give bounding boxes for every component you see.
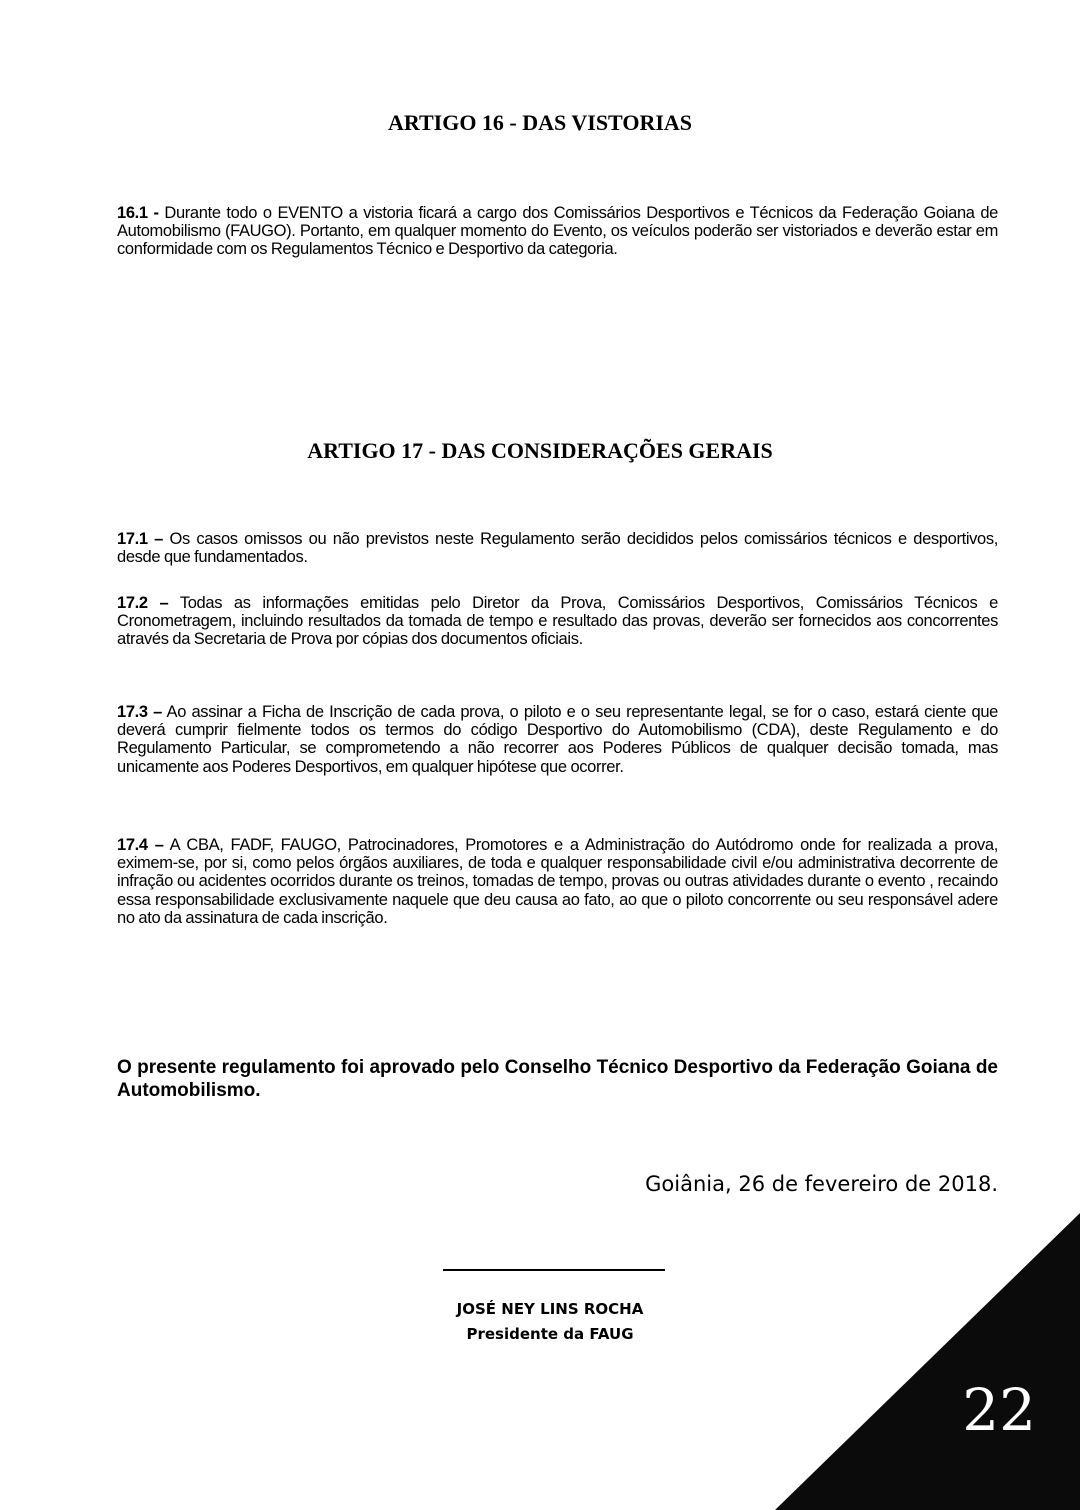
corner-triangle-shape — [775, 1213, 1080, 1510]
clause-text: Todas as informações emitidas pelo Diretor da Prova, Comissários Desportivos, Comissários Técnicos e Cronometragem, incluindo resultados da tomada de tempo e resultado das provas, deverão ser fornecidos aos concorrentes através da Secretaria de Prova por cópias dos documentos oficiais. — [117, 594, 998, 649]
clause-text: Durante todo o EVENTO a vistoria ficará a cargo dos Comissários Desportivos e Técnicos da Federação Goiana de Automobilismo (FAUGO). Portanto, em qualquer momento do Evento, os veículos poderão ser vistoriados e deverão estar em conformidade com os Regulamentos Técnico e Desportivo da categoria. — [117, 204, 999, 259]
page-number: 22 — [962, 1376, 1036, 1444]
clause-number: 17.3 – — [117, 703, 162, 721]
approval-statement: O presente regulamento foi aprovado pelo Conselho Técnico Desportivo da Federação Goiana de Automobilismo. — [117, 1057, 998, 1101]
date-line: Goiânia, 26 de fevereiro de 2018. — [645, 1172, 998, 1196]
clause-number: 17.2 – — [117, 594, 169, 612]
signatory-name: JOSÉ NEY LINS ROCHA — [456, 1300, 644, 1318]
article-16-heading: ARTIGO 16 - DAS VISTORIAS — [387, 110, 693, 135]
clause-number: 17.4 – — [117, 836, 164, 854]
clause-text: Ao assinar a Ficha de Inscrição de cada prova, o piloto e o seu representante legal, se for o caso, estará ciente que deverá cumprir fielmente todos os termos do código Desportivo do Automobilismo (CDA), deste Regulamento e do Regulamento Particular, se comprometendo a não recorrer aos Poderes Públicos de qualquer decisão tomada, mas unicamente aos Poderes Desportivos, em qualquer hipótese que ocorrer. — [117, 703, 998, 776]
clause-text: A CBA, FADF, FAUGO, Patrocinadores, Promotores e a Administração do Autódromo onde for realizada a prova, eximem-se, por si, como pelos órgãos auxiliares, de toda e qualquer responsabilidade civil e/ou administrativa decorrente de infração ou acidentes ocorridos durante os treinos, tomadas de tempo, provas ou outras atividades durante o evento , recaindo essa responsabilidade exclusivamente naquele que deu causa ao fato, ao que o piloto concorrente ou seu responsável adere no ato da assinatura de cada inscrição. — [117, 836, 998, 927]
clause-number: 17.1 – — [117, 530, 164, 548]
clause-number: 16.1 - — [117, 204, 159, 222]
clause-text: Os casos omissos ou não previstos neste Regulamento serão decididos pelos comissários técnicos e desportivos, desde que fundamentados. — [117, 530, 999, 567]
article-17-heading: ARTIGO 17 - DAS CONSIDERAÇÕES GERAIS — [307, 438, 773, 463]
signatory-title: Presidente da FAUG — [466, 1325, 634, 1343]
